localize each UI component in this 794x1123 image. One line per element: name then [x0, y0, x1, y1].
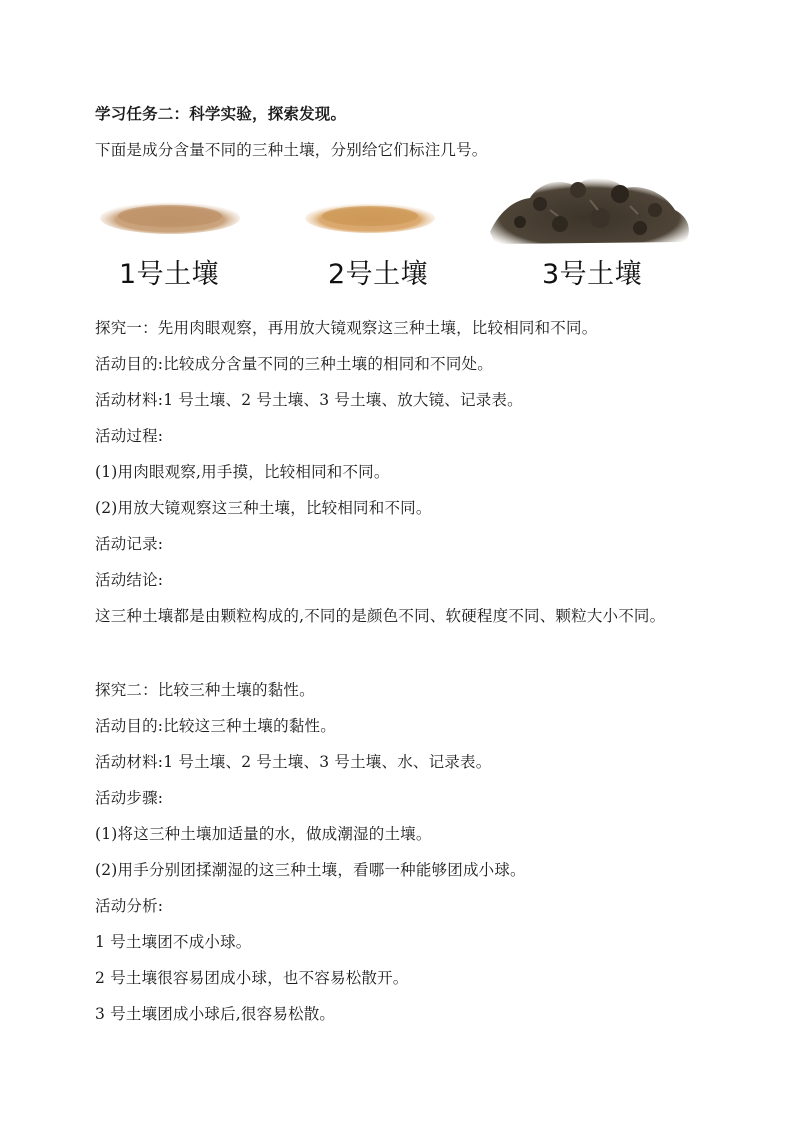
soil-label-1: 1号土壤 — [119, 259, 220, 290]
intro-text: 下面是成分含量不同的三种土壤，分别给它们标注几号。 — [95, 141, 488, 159]
explore1-step-2: (2)用放大镜观察这三种土壤，比较相同和不同。 — [95, 499, 432, 517]
task-title: 学习任务二：科学实验，探索发现。 — [95, 104, 347, 123]
soil-pile-2-image — [300, 170, 440, 250]
explore2-analysis-1: 1 号土壤团不成小球。 — [95, 933, 252, 951]
explore1-conclusion-title: 活动结论: — [95, 571, 164, 589]
explore1-record: 活动记录: — [95, 535, 164, 553]
explore2-step-1: (1)将这三种土壤加适量的水，做成潮湿的土壤。 — [95, 825, 432, 843]
explore1-purpose: 活动目的:比较成分含量不同的三种土壤的相同和不同处。 — [95, 355, 493, 373]
explore2-purpose: 活动目的:比较这三种土壤的黏性。 — [95, 717, 336, 735]
explore1-step-1: (1)用肉眼观察,用手摸，比较相同和不同。 — [95, 463, 390, 481]
soil-pile-3-image — [480, 170, 697, 252]
explore2-step-2: (2)用手分别团揉潮湿的这三种土壤，看哪一种能够团成小球。 — [95, 861, 526, 879]
explore2-analysis-2: 2 号土壤很容易团成小球，也不容易松散开。 — [95, 969, 409, 987]
explore2-analysis-title: 活动分析: — [95, 897, 164, 915]
explore2-analysis-3: 3 号土壤团成小球后,很容易松散。 — [95, 1005, 336, 1023]
soil-pile-1-image — [95, 170, 245, 250]
explore2-materials: 活动材料:1 号土壤、2 号土壤、3 号土壤、水、记录表。 — [95, 753, 492, 771]
explore1-conclusion: 这三种土壤都是由颗粒构成的,不同的是颜色不同、软硬程度不同、颗粒大小不同。 — [95, 607, 666, 625]
soil-label-2: 2号土壤 — [328, 259, 429, 290]
explore2-heading: 探究二：比较三种土壤的黏性。 — [95, 681, 315, 699]
explore1-materials: 活动材料:1 号土壤、2 号土壤、3 号土壤、放大镜、记录表。 — [95, 391, 523, 409]
soil-label-3: 3号土壤 — [542, 259, 643, 290]
explore2-steps-title: 活动步骤: — [95, 789, 164, 807]
soil-figure — [95, 170, 697, 300]
explore1-process-title: 活动过程: — [95, 427, 164, 445]
explore1-heading: 探究一：先用肉眼观察，再用放大镜观察这三种土壤，比较相同和不同。 — [95, 319, 598, 337]
